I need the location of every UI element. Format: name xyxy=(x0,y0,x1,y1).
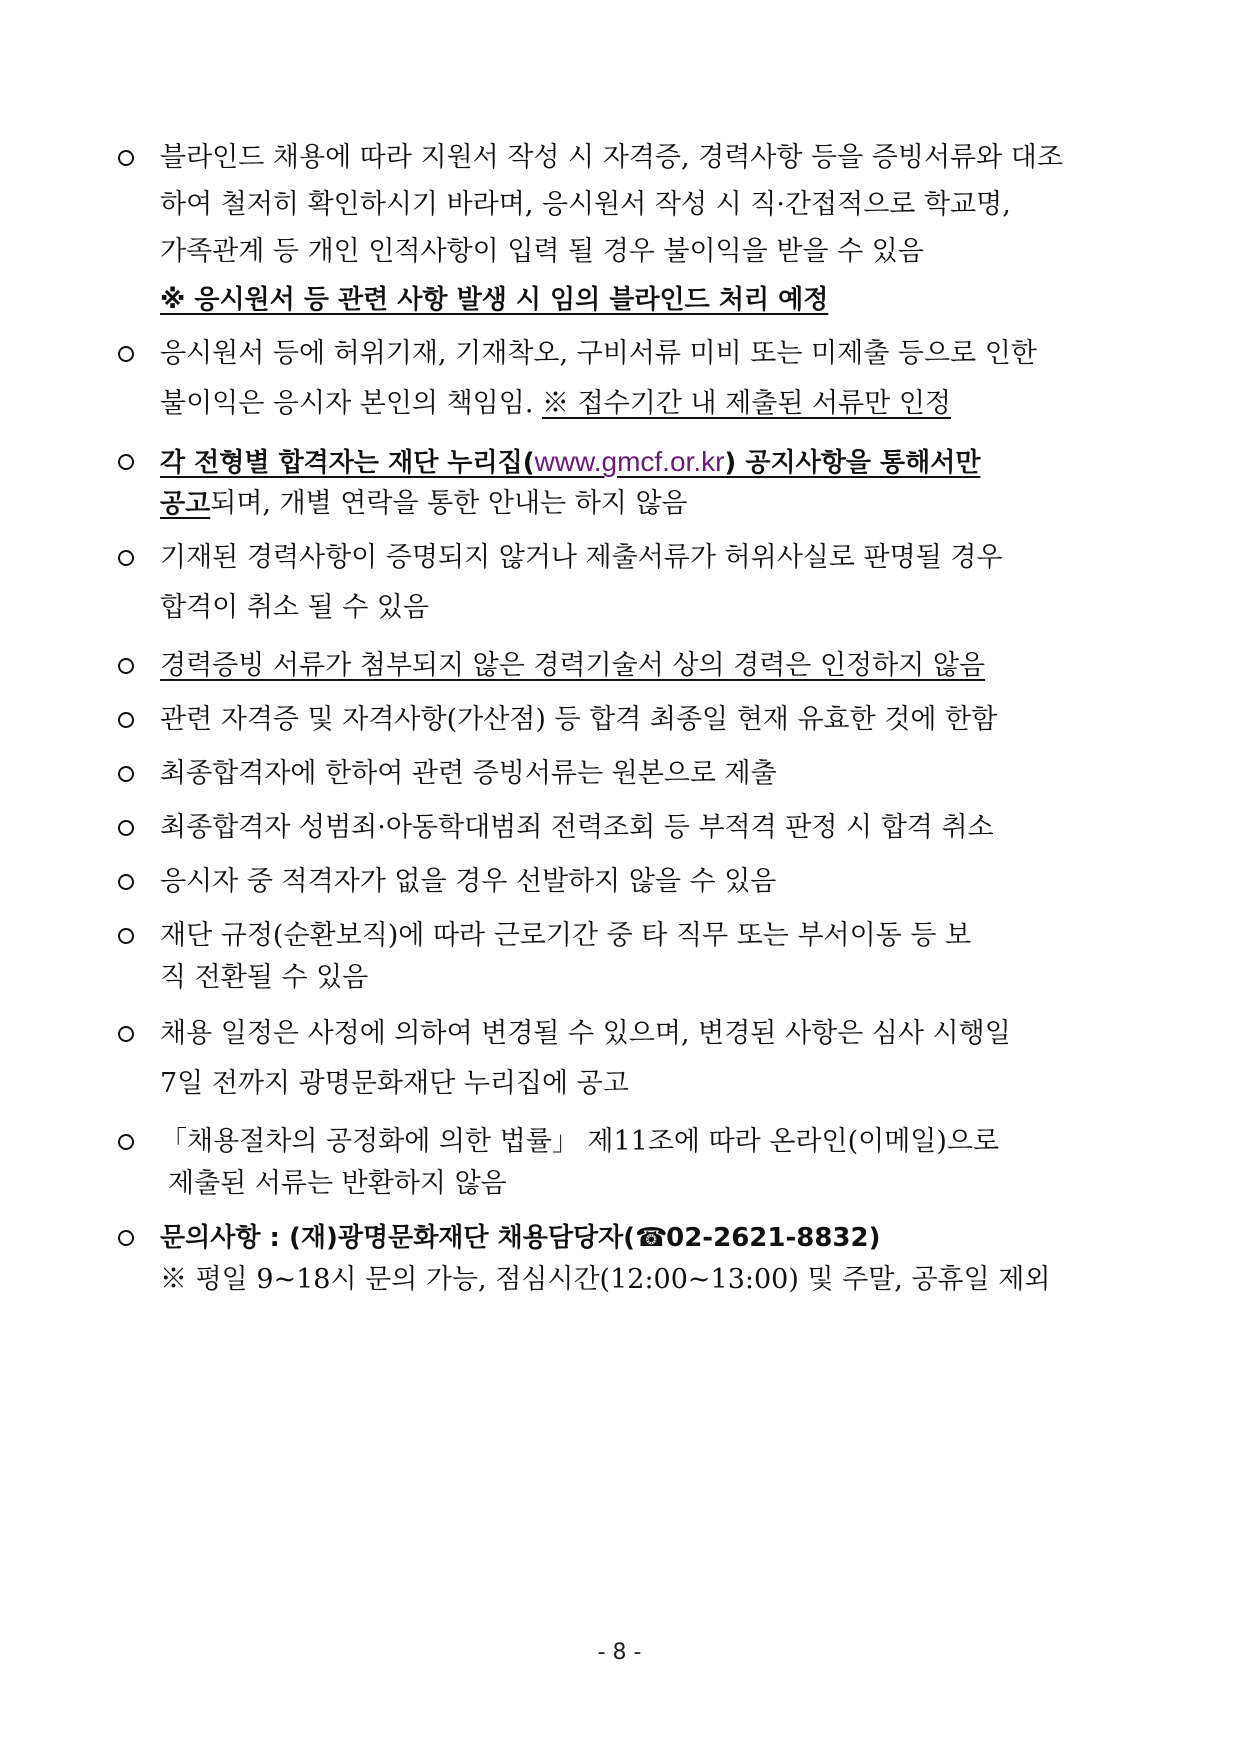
circle-bullet-icon xyxy=(118,1230,134,1246)
website-link[interactable]: www.gmcf.or.kr xyxy=(534,446,725,477)
text-line: 7일 전까지 광명문화재단 누리집에 공고 xyxy=(160,1068,629,1099)
circle-bullet-icon xyxy=(118,1134,134,1150)
circle-bullet-icon xyxy=(118,150,134,166)
circle-bullet-icon xyxy=(118,550,134,566)
responsibility-text: 불이익은 응시자 본인의 책임임. xyxy=(160,388,534,419)
text-line: 재단 규정(순환보직)에 따라 근로기간 중 타 직무 또는 부서이동 등 보 xyxy=(160,920,972,951)
circle-bullet-icon xyxy=(118,712,134,728)
contact-line: 문의사항 : (재)광명문화재단 채용담당자(☎ 02-2621-8832) xyxy=(160,1223,881,1253)
circle-bullet-icon xyxy=(118,820,134,836)
phone-number: 02-2621-8832) xyxy=(666,1223,881,1253)
documents-deadline-note: ※ 접수기간 내 제출된 서류만 인정 xyxy=(542,388,951,419)
announcement-bold: 공고 xyxy=(160,489,211,519)
text-line: 응시자 중 적격자가 없을 경우 선발하지 않을 수 있음 xyxy=(160,866,777,897)
circle-bullet-icon xyxy=(118,658,134,674)
circle-bullet-icon xyxy=(118,928,134,944)
circle-bullet-icon xyxy=(118,874,134,890)
blind-processing-note: ※ 응시원서 등 관련 사항 발생 시 임의 블라인드 처리 예정 xyxy=(160,285,829,315)
circle-bullet-icon xyxy=(118,1026,134,1042)
page-number: - 8 - xyxy=(597,1640,642,1665)
text-line: 경력증빙 서류가 첨부되지 않은 경력기술서 상의 경력은 인정하지 않음 xyxy=(160,650,986,681)
text-line: 최종합격자 성범죄·아동학대범죄 전력조회 등 부적격 판정 시 합격 취소 xyxy=(160,812,994,843)
text-line: 기재된 경력사항이 증명되지 않거나 제출서류가 허위사실로 판명될 경우 xyxy=(160,542,1003,573)
text-line: 직 전환될 수 있음 xyxy=(160,962,369,993)
circle-bullet-icon xyxy=(118,346,134,362)
circle-bullet-icon xyxy=(118,766,134,782)
text-line: 제출된 서류는 반환하지 않음 xyxy=(168,1168,507,1199)
text-line: 가족관계 등 개인 인적사항이 입력 될 경우 불이익을 받을 수 있음 xyxy=(160,236,924,267)
contact-hours-note: ※ 평일 9~18시 문의 가능, 점심시간(12:00~13:00) 및 주말, 공휴일 제외 xyxy=(160,1264,1051,1295)
text-line: 공고되며, 개별 연락을 통한 안내는 하지 않음 xyxy=(160,488,688,519)
circle-bullet-icon xyxy=(118,454,134,470)
text-line xyxy=(160,388,951,420)
text-line: 하여 철저히 확인하시기 바라며, 응시원서 작성 시 직·간접적으로 학교명, xyxy=(160,189,1011,220)
phone-icon: ☎ xyxy=(635,1223,668,1253)
text-line: 블라인드 채용에 따라 지원서 작성 시 자격증, 경력사항 등을 증빙서류와 대조 xyxy=(160,142,1063,173)
text-line: 각 전형별 합격자는 재단 누리집(www.gmcf.or.kr) 공지사항을 통해서만 xyxy=(160,446,981,478)
text-line: 관련 자격증 및 자격사항(가산점) 등 합격 최종일 현재 유효한 것에 한함 xyxy=(160,704,998,735)
text-line: 응시원서 등에 허위기재, 기재착오, 구비서류 미비 또는 미제출 등으로 인한 xyxy=(160,338,1037,369)
text-line: 최종합격자에 한하여 관련 증빙서류는 원본으로 제출 xyxy=(160,758,777,789)
text-line: 채용 일정은 사정에 의하여 변경될 수 있으며, 변경된 사항은 심사 시행일 xyxy=(160,1018,1011,1049)
text-line: 「채용절차의 공정화에 의한 법률」 제11조에 따라 온라인(이메일)으로 xyxy=(160,1126,1000,1157)
text-line: 합격이 취소 될 수 있음 xyxy=(160,592,430,623)
